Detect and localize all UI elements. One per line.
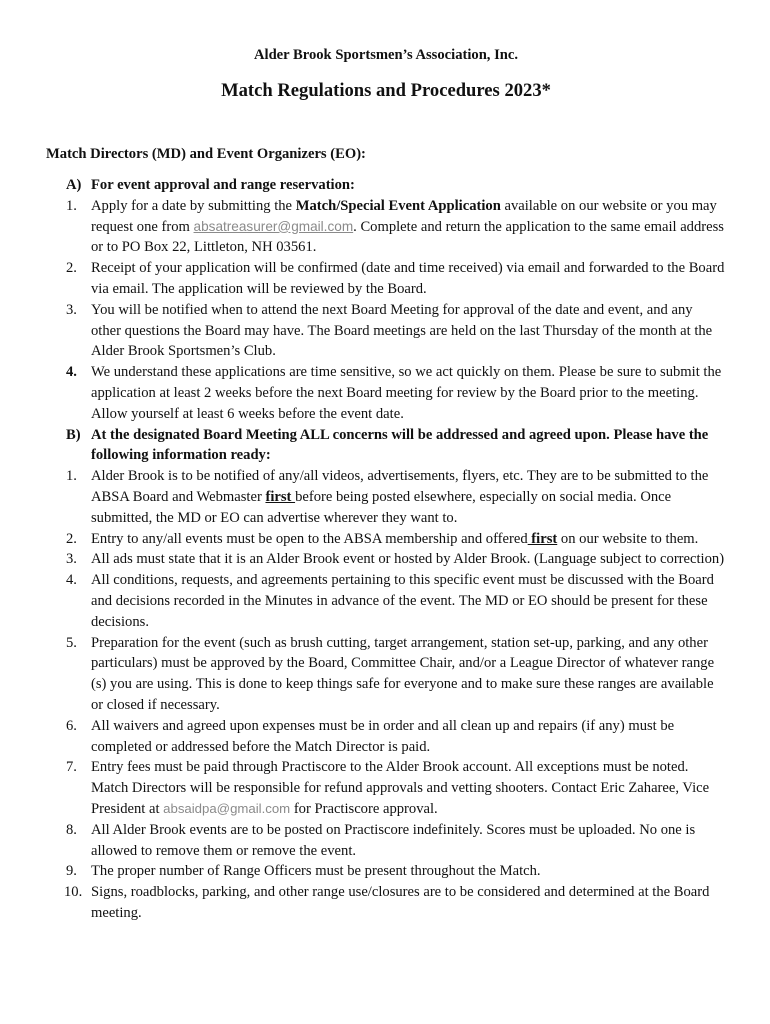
part-a-label: A) xyxy=(66,177,82,193)
item-text-pre: Apply for a date by submitting the xyxy=(91,197,296,214)
list-item xyxy=(46,820,726,862)
list-item xyxy=(46,466,726,528)
item-text-post: . Complete and return the application to the same email address or to PO Box 22, Littleton, NH 03561. xyxy=(91,218,724,256)
item-number: 1. xyxy=(66,197,77,214)
emphasis-first: first xyxy=(265,488,296,505)
section-heading: Match Directors (MD) and Event Organizers (EO): xyxy=(46,146,366,162)
part-a-heading xyxy=(46,175,726,196)
list-item xyxy=(46,258,726,300)
list-item xyxy=(46,570,726,632)
list-item xyxy=(46,196,726,258)
document-title: Match Regulations and Procedures 2023* xyxy=(221,80,551,101)
list-item xyxy=(46,549,726,570)
part-b-heading-text: At the designated Board Meeting ALL concerns will be addressed and agreed upon. Please have the following information ready: xyxy=(91,426,709,464)
item-text-pre: Alder Brook is to be notified of any/all videos, advertisements, flyers, etc. They are to be submitted to the ABSA Board and Webmaster xyxy=(91,468,709,505)
item-number: 3. xyxy=(66,301,77,318)
item-text-post: for Practiscore approval. xyxy=(290,800,438,817)
part-a xyxy=(46,175,726,425)
emphasis-first: first xyxy=(527,530,558,547)
part-b-heading xyxy=(46,425,726,467)
item-text: All ads must state that it is an Alder Brook event or hosted by Alder Brook. (Language subject to correction) xyxy=(91,551,725,568)
vp-email-link[interactable]: absaidpa@gmail.com xyxy=(163,800,291,816)
item-text: Preparation for the event (such as brush cutting, target arrangement, station set-up, parking, and any other particulars) must be approved by the Board, Committee Chair, and/or a League Director of whatever range (s) you are using. This is done to keep things safe for everyone and to make sure these ranges are available or closed if necessary. xyxy=(91,634,715,713)
item-text-mid: available on our website or you may request one from xyxy=(91,197,717,235)
list-item xyxy=(46,861,726,882)
list-item xyxy=(46,362,726,424)
item-text-post: on our website to them. xyxy=(557,530,699,547)
item-text: Signs, roadblocks, parking, and other range use/closures are to be considered and determined at the Board meeting. xyxy=(91,884,710,921)
treasurer-email-link[interactable]: absatreasurer@gmail.com xyxy=(193,218,354,234)
item-number: 4. xyxy=(66,364,77,381)
item-number: 8. xyxy=(66,821,77,838)
part-b-label: B) xyxy=(66,426,81,443)
organization-name: Alder Brook Sportsmen’s Association, Inc. xyxy=(253,47,519,63)
item-text: All Alder Brook events are to be posted on Practiscore indefinitely. Scores must be uploaded. No one is allowed to remove them or remove the event. xyxy=(91,821,696,859)
list-item xyxy=(46,757,726,819)
item-text: All waivers and agreed upon expenses must be in order and all clean up and repairs (if any) must be completed or addressed before the Match Director is paid. xyxy=(91,717,675,755)
item-text: The proper number of Range Officers must be present throughout the Match. xyxy=(91,863,541,880)
list-item xyxy=(46,716,726,758)
item-number: 2. xyxy=(66,260,77,277)
application-name: Match/Special Event Application xyxy=(295,197,501,214)
item-text: We understand these applications are time sensitive, so we act quickly on them. Please be sure to submit the application at least 2 weeks before the next Board meeting for review by the Board prior to the meeting. Allow yourself at least 6 weeks before the event date. xyxy=(91,364,722,422)
item-text: All conditions, requests, and agreements pertaining to this specific event must be discussed with the Board and decisions recorded in the Minutes in advance of the event. The MD or EO should be present for these decisions. xyxy=(91,572,714,630)
list-item xyxy=(46,633,726,716)
item-number: 4. xyxy=(66,572,77,589)
item-text-post: before being posted elsewhere, especially on social media. Once submitted, the MD or EO can advertise wherever they want to. xyxy=(91,488,672,526)
part-b xyxy=(46,425,726,924)
item-number: 6. xyxy=(66,717,77,734)
item-number: 5. xyxy=(66,634,77,651)
part-a-heading-text: For event approval and range reservation: xyxy=(91,177,355,193)
list-item xyxy=(46,882,726,924)
list-item xyxy=(46,300,726,362)
item-number: 2. xyxy=(66,530,77,547)
item-number: 7. xyxy=(66,759,77,776)
item-number: 9. xyxy=(66,863,77,880)
item-text-pre: Entry fees must be paid through Practiscore to the Alder Brook account. All exceptions must be noted. Match Directors will be responsible for refund approvals and vetting shooters. Contact Eric Zaharee, Vice President at xyxy=(91,759,710,817)
list-item xyxy=(46,529,726,550)
item-number: 1. xyxy=(66,468,77,485)
item-text: Receipt of your application will be confirmed (date and time received) via email and forwarded to the Board via email. The application will be reviewed by the Board. xyxy=(91,260,725,297)
item-text: You will be notified when to attend the next Board Meeting for approval of the date and event, and any other questions the Board may have. The Board meetings are held on the last Thursday of the month at the Alder Brook Sportsmen’s Club. xyxy=(91,301,713,360)
item-text-pre: Entry to any/all events must be open to the ABSA membership and offered xyxy=(91,530,528,547)
item-number: 10. xyxy=(64,884,83,901)
item-number: 3. xyxy=(66,551,77,568)
